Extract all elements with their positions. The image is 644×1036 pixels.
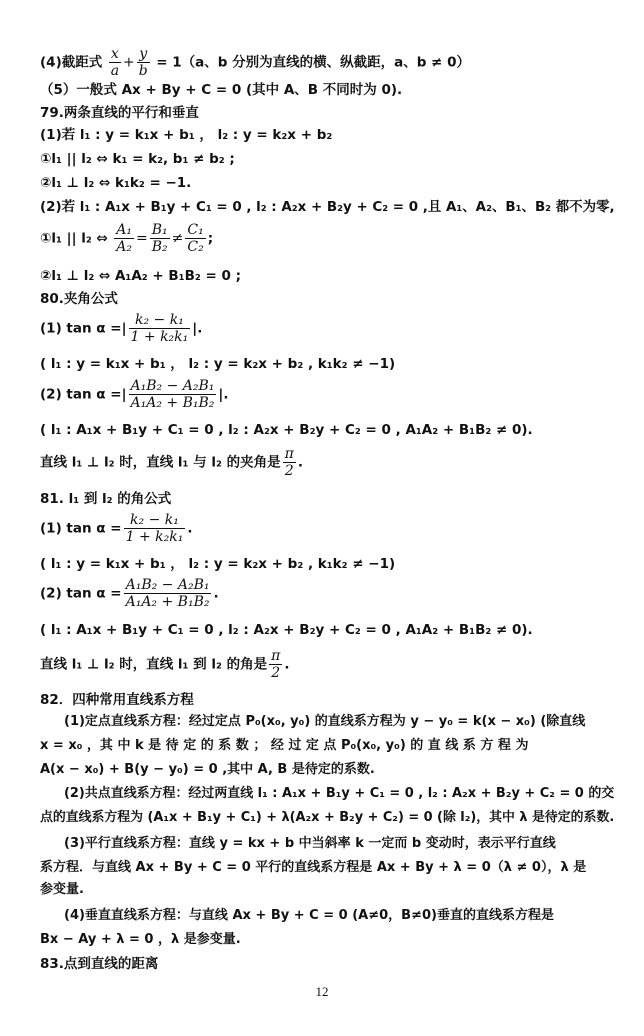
section-81-heading: 81. l₁ 到 l₂ 的角公式 <box>40 491 172 507</box>
section-81-line-2: ( l₁ : y = k₁x + b₁ ， l₂ : y = k₂x + b₂ , k₁k₂ ≠ −1) <box>40 556 396 572</box>
section-80-formula-1: (1) tan α =| $\frac{\text{k₂ − k₁}}{\text{1 + k₂k₁}}$ |. <box>40 312 203 345</box>
intercept-form-text: = 1（a、b 分别为直线的横、纵截距，a、b ≠ 0） <box>156 54 470 71</box>
section-82-line-3: A(x − x₀) + B(y − y₀) = 0 ,其中 A, B 是待定的系数. <box>40 762 375 777</box>
section-82-line-2: x = x₀ ，其 中 k 是 待 定 的 系 数 ； 经 过 定 点 P₀(x₀, y₀) 的 直 线 系 方 程 为 <box>40 738 529 753</box>
section-79-line-1: (1)若 l₁ : y = k₁x + b₁ ， l₂ : y = k₂x + b₂ <box>40 127 333 143</box>
section-82-line-9: (4)垂直直线系方程：与直线 Ax + By + C = 0 (A≠0，B≠0)垂直的直线系方程是 <box>64 908 554 923</box>
section-79-line-5: ①l₁ || l₂ ⇔ $\frac{\text{A₁}}{\text{A₂}}$ = $\frac{\text{B₁}}{\text{B₂}}$ ≠ $\frac{\text{C₁}}{\text{C₂}}$ ; <box>40 222 214 255</box>
section-80-line-5: 直线 l₁ ⊥ l₂ 时，直线 l₁ 与 l₂ 的夹角是 $\frac{\pi}{2}$ . <box>40 446 303 479</box>
section-83-heading: 83.点到直线的距离 <box>40 956 159 972</box>
section-82-line-5: 点的直线系方程为 (A₁x + B₁y + C₁) + λ(A₂x + B₂y + C₂) = 0 (除 l₂)，其中 λ 是待定的系数. <box>40 810 615 825</box>
section-81-line-5: 直线 l₁ ⊥ l₂ 时，直线 l₁ 到 l₂ 的角是 $\frac{\pi}{2}$ . <box>40 648 290 681</box>
section-80-heading: 80.夹角公式 <box>40 291 118 307</box>
section-79-line-4: (2)若 l₁ : A₁x + B₁y + C₁ = 0 , l₂ : A₂x + B₂y + C₂ = 0 ,且 A₁、A₂、B₁、B₂ 都不为零, <box>40 199 615 215</box>
section-82-line-1: (1)定点直线系方程：经过定点 P₀(x₀, y₀) 的直线系方程为 y − y₀ = k(x − x₀) (除直线 <box>64 714 586 729</box>
intercept-form-label: (4)截距式 <box>40 54 103 71</box>
section-82-heading: 82．四种常用直线系方程 <box>40 692 194 708</box>
section-79-line-3: ②l₁ ⊥ l₂ ⇔ k₁k₂ = −1. <box>40 175 192 191</box>
section-81-formula-2: (2) tan α = $\frac{\text{A₁B₂ − A₂B₁}}{\text{A₁A₂ + B₁B₂}}$ . <box>40 577 219 610</box>
section-79-heading: 79.两条直线的平行和垂直 <box>40 105 199 121</box>
intercept-form-line: (4)截距式 $\frac{x}{a}$ + $\frac{y}{b}$ = 1（a、b 分别为直线的横、纵截距，a、b ≠ 0） <box>40 46 470 79</box>
section-82-line-8: 参变量. <box>40 882 84 897</box>
fraction-y-over-b: $\frac{y}{b}$ <box>138 46 148 79</box>
section-80-line-2: ( l₁ : y = k₁x + b₁ ， l₂ : y = k₂x + b₂ , k₁k₂ ≠ −1) <box>40 356 396 372</box>
section-79-line-6: ②l₁ ⊥ l₂ ⇔ A₁A₂ + B₁B₂ = 0 ; <box>40 268 242 284</box>
section-82-line-7: 系方程．与直线 Ax + By + C = 0 平行的直线系方程是 Ax + By + λ = 0（λ ≠ 0），λ 是 <box>40 860 587 875</box>
section-81-formula-1: (1) tan α = $\frac{\text{k₂ − k₁}}{\text{1 + k₂k₁}}$ . <box>40 512 193 545</box>
section-82-line-10: Bx − Ay + λ = 0 ，λ 是参变量. <box>40 932 241 947</box>
section-80-line-4: ( l₁ : A₁x + B₁y + C₁ = 0 , l₂ : A₂x + B₂y + C₂ = 0 , A₁A₂ + B₁B₂ ≠ 0). <box>40 422 533 438</box>
section-82-line-6: (3)平行直线系方程：直线 y = kx + b 中当斜率 k 一定而 b 变动时，表示平行直线 <box>64 836 556 851</box>
page-number: 12 <box>315 984 329 999</box>
section-82-line-4: (2)共点直线系方程：经过两直线 l₁ : A₁x + B₁y + C₁ = 0 , l₂ : A₂x + B₂y + C₂ = 0 的交 <box>64 786 615 801</box>
general-form-line: （5）一般式 Ax + By + C = 0 (其中 A、B 不同时为 0). <box>40 82 403 98</box>
section-81-line-4: ( l₁ : A₁x + B₁y + C₁ = 0 , l₂ : A₂x + B₂y + C₂ = 0 , A₁A₂ + B₁B₂ ≠ 0). <box>40 622 533 638</box>
fraction-x-over-a: $\frac{x}{a}$ <box>110 46 120 79</box>
section-80-formula-2: (2) tan α =| $\frac{\text{A₁B₂ − A₂B₁}}{\text{A₁A₂ + B₁B₂}}$ |. <box>40 378 229 411</box>
section-79-line-2: ①l₁ || l₂ ⇔ k₁ = k₂, b₁ ≠ b₂ ; <box>40 151 235 167</box>
